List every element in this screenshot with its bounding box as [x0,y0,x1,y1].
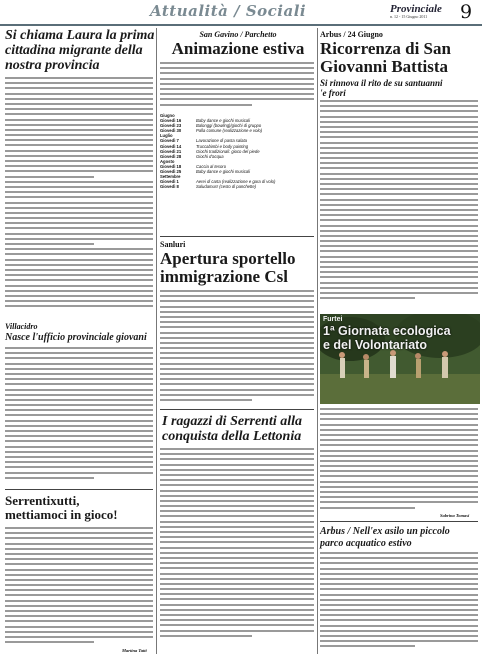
schedule-month: Luglio [160,133,173,139]
schedule-day: Giovedì 25 [160,169,182,175]
byline-serrentixutti: Martina Tatti [122,648,147,653]
place-arbus: Arbus / 24 Giugno [320,30,383,39]
article-body-furtei [320,408,478,516]
subhead-line: 'e frori [320,88,346,98]
schedule-table [160,113,310,189]
schedule-activity: Baby dance e giochi musicali [196,169,251,175]
schedule-activity: Giochi tradizionali: gioco del piede [196,148,260,154]
article-body-asilo [320,552,478,654]
schedule-activity: Truccabimbi e body painting [196,143,249,149]
schedule-day: Giovedì 16 [160,118,182,124]
issue-date: n. 12 - 15 Giugno 2011 [390,14,428,19]
headline-line: I ragazzi di Serrenti alla [162,414,303,429]
headline-villacidro: Nasce l'ufficio provinciale giovani [5,332,147,343]
separator [320,521,478,522]
subhead-arbus [320,78,480,98]
section-title: Attualità / Sociali [150,2,307,20]
place-sanluri: Sanluri [160,240,186,249]
schedule-activity: Saludamus! (cesto di panchette) [196,184,257,190]
page-number: 9 [460,1,473,23]
column-divider [317,28,318,654]
subhead-line: Si rinnova il rito de su santuanni [320,78,443,88]
headline-serrentixutti [5,494,155,522]
schedule-month: Giugno [160,113,175,118]
schedule-activity: Aerei di carta (realizzazione e gara di volo) [196,179,276,185]
headline-line: immigrazione Csl [160,267,288,286]
headline-animazione: Animazione estiva [171,39,305,58]
schedule-day: Giovedì 8 [160,184,179,190]
article-body-laura [5,77,153,320]
headline-line: Si chiama Laura la prima [5,28,155,43]
page-header [0,0,482,26]
separator [160,409,314,410]
article-body-arbus [320,100,478,310]
schedule-activity: Palla comune (realizzazione e volo) [196,128,263,134]
headline-line: 1ª Giornata ecologica [323,324,451,338]
schedule-activity: Giochi d'acqua [196,153,224,159]
headline-line: e del Volontariato [323,338,427,352]
headline-laura [5,28,155,73]
furtei-photo [320,314,480,404]
separator [5,489,153,490]
place-san-gavino: San Gavino / Parchetto [199,30,277,39]
schedule-day: Giovedì 23 [160,123,182,129]
headline-arbus [320,40,480,76]
headline-line: Apertura sportello [160,249,296,268]
schedule-activity: Baby dance e giochi musicali [196,118,251,124]
schedule-activity: Caccia al tesoro [196,163,227,169]
schedule-month: Agosto [160,158,175,164]
schedule-day: Giovedì 21 [160,148,182,154]
headline-line: Giovanni Battista [320,57,448,76]
masthead: Provinciale [390,3,442,15]
headline-sanluri [160,250,316,286]
headline-line: Serrentixutti, [5,493,80,508]
headline-line: conquista della Lettonia [162,429,302,444]
headline-line: Ricorrenza di San [320,39,451,58]
place-villacidro: Villacidro [5,322,38,331]
schedule-day: Giovedì 30 [160,128,182,134]
headline-line: mettiamoci in gioco! [5,507,118,522]
schedule-day: Giovedì 7 [160,138,179,144]
headline-line: nostra provincia [5,58,100,73]
separator [160,236,314,237]
schedule-day: Giovedì 18 [160,163,182,169]
article-body-lettonia [160,448,314,653]
place-furtei: Furtei [323,316,343,323]
headline-line: Arbus / Nell'ex asilo un piccolo [320,526,450,537]
headline-furtei [323,324,479,352]
article-body-sanluri [160,290,314,408]
article-body-serrentixutti [5,527,153,653]
schedule-day: Giovedì 14 [160,143,182,149]
article-body-villacidro [5,347,153,489]
byline-furtei: Sabrina Tomasi [440,513,470,518]
headline-line: cittadina migrante della [5,43,143,58]
headline-asilo [320,526,480,550]
article-body-animazione [160,62,314,112]
schedule-day: Giovedì 1 [160,179,179,185]
schedule-activity: Balonggi (bowling)/giochi di gruppo [196,123,262,129]
headline-lettonia [162,414,316,444]
schedule-month: Settembre [160,174,181,180]
schedule-row [160,184,310,189]
column-divider [156,28,157,654]
headline-line: parco acquatico estivo [320,538,412,549]
schedule-day: Giovedì 28 [160,153,182,159]
schedule-activity: Lavorazione di pasta salata [196,138,247,144]
